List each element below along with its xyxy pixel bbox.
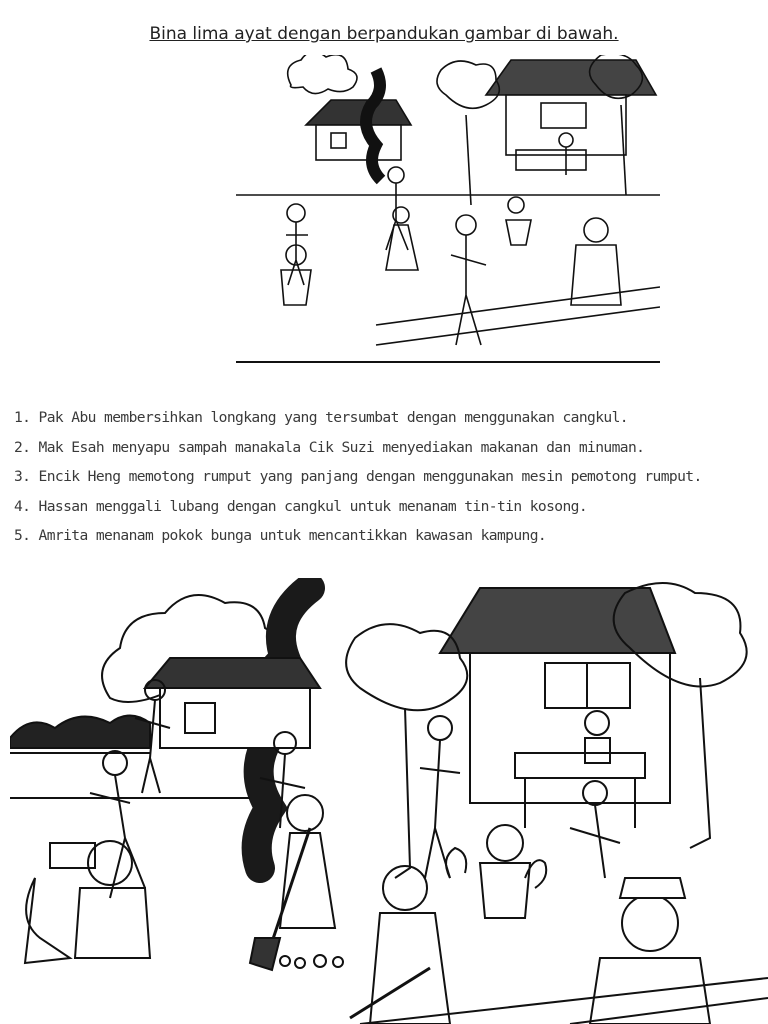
sentence-5: 5. Amrita menanam pokok bunga untuk mencantikkan kawasan kampung. [14,527,547,544]
sentence-2: 2. Mak Esah menyapu sampah manakala Cik Suzi menyediakan makanan dan minuman. [14,438,645,456]
sentence-4: 4. Hassan menggali lubang dengan cangkul untuk menanam tin-tin kosong. [14,497,588,515]
large-scene-illustration [10,578,768,1024]
sentence-3: 3. Encik Heng memotong rumput yang panjang dengan menggunakan mesin pemotong rumput. [14,468,702,485]
worksheet-title: Bina lima ayat dengan berpandukan gambar di bawah. [149,24,619,44]
small-scene-illustration [236,55,660,363]
gotong-royong-scene-enlarged-icon [10,578,768,1024]
sentence-1: 1. Pak Abu membersihkan longkang yang tersumbat dengan menggunakan cangkul. [14,409,628,426]
gotong-royong-scene-icon [236,55,660,361]
sentence-list [14,403,764,551]
